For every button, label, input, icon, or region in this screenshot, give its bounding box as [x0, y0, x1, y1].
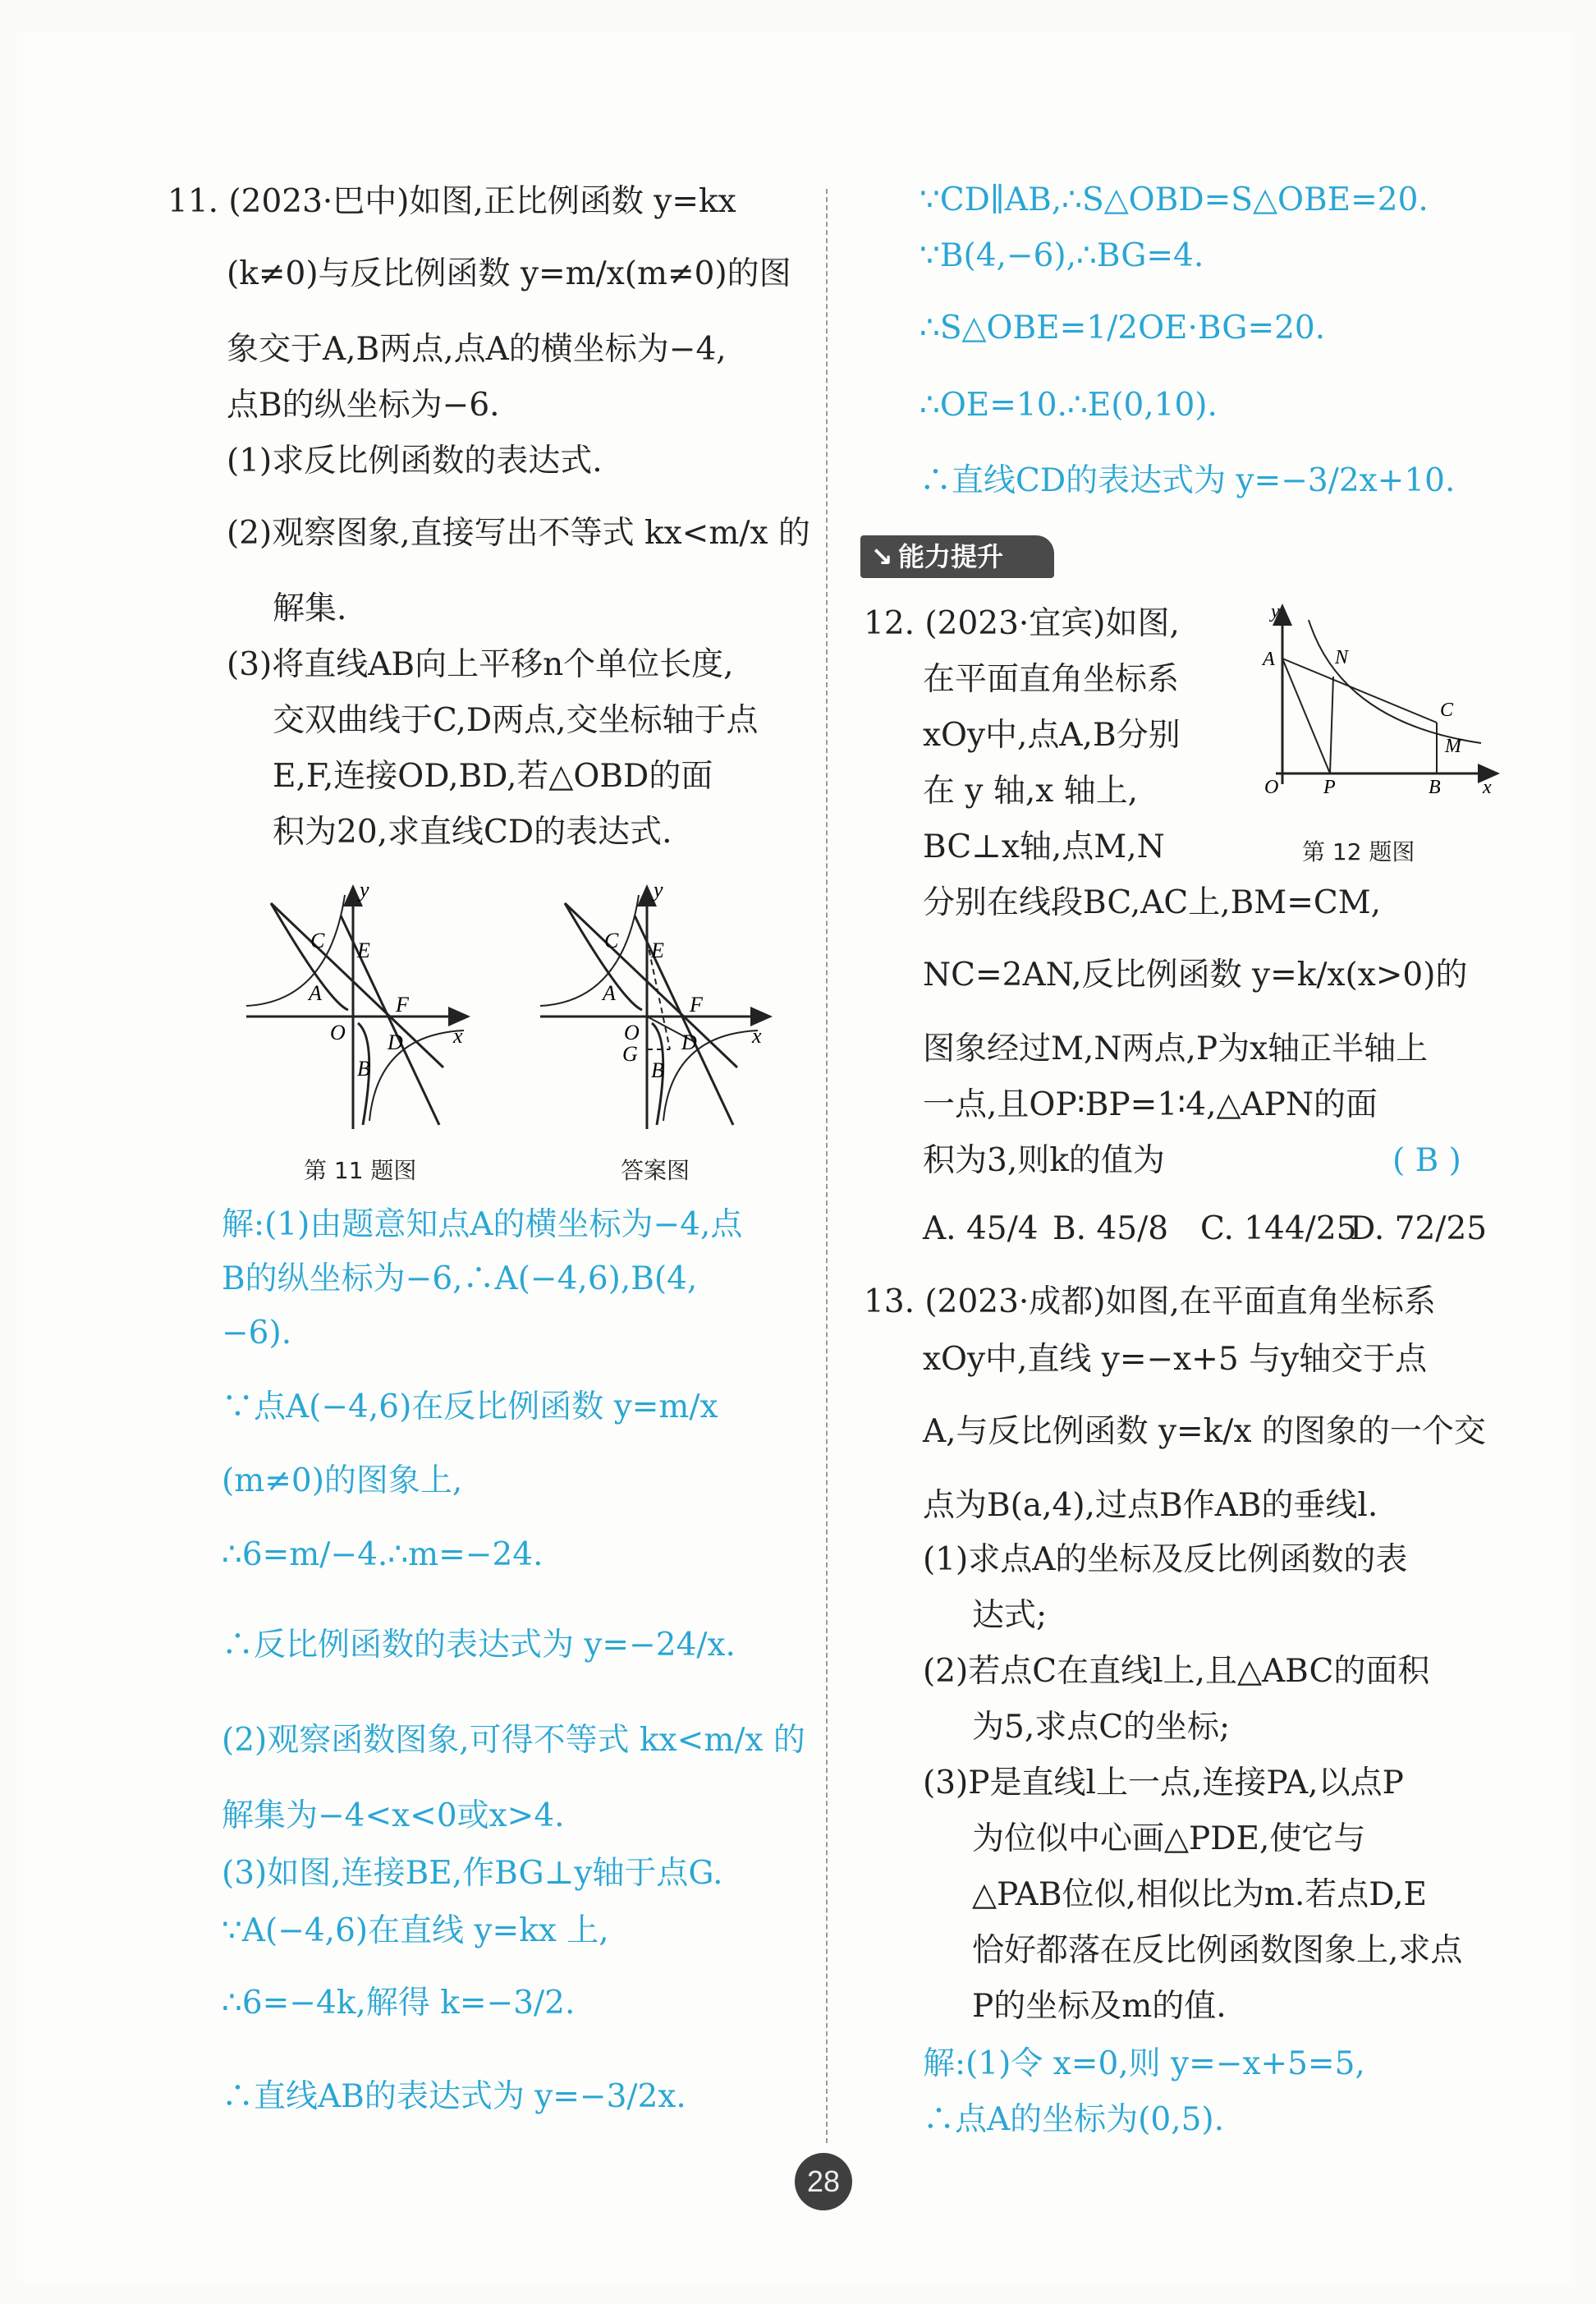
sol11-line-12: ∴6=−4k,解得 k=−3/2. — [222, 1985, 576, 2022]
section-label — [860, 535, 1054, 578]
q13-line-9: (3)P是直线l上一点,连接PA,以点P — [923, 1765, 1404, 1801]
ans-label-e: E — [651, 939, 664, 962]
q12-answer: ( B ) — [1392, 1142, 1461, 1179]
q13-line-8: 为5,求点C的坐标; — [972, 1709, 1231, 1746]
q11-figure-caption: 第 11 题图 — [304, 1157, 417, 1184]
q12-line-9: 一点,且OP∶BP=1∶4,△APN的面 — [923, 1086, 1378, 1123]
q11-line-10: E,F,连接OD,BD,若△OBD的面 — [273, 758, 713, 795]
q12-label-x: x — [1483, 777, 1492, 796]
ans-label-y: y — [654, 879, 663, 902]
q12-label-o: O — [1264, 777, 1279, 796]
q11-label-b: B — [357, 1057, 370, 1081]
q12-label-c: C — [1440, 700, 1454, 721]
q13-line-4: 点为B(a,4),过点B作AB的垂线l. — [923, 1487, 1378, 1524]
q11-label-f: F — [396, 993, 409, 1017]
q12-label-m: M — [1445, 736, 1461, 757]
answer-figure-caption: 答案图 — [621, 1157, 690, 1184]
q11-label-x: x — [453, 1024, 463, 1048]
q12-choice-c: C. 144/25 — [1200, 1210, 1357, 1247]
q12-line-6: 分别在线段BC,AC上,BM=CM, — [923, 884, 1382, 921]
sol11-line-9: 解集为−4<x<0或x>4. — [222, 1797, 565, 1834]
sol11-line-7: ∴反比例函数的表达式为 y=−24/x. — [222, 1627, 736, 1664]
ans-label-a: A — [603, 981, 616, 1005]
q13-solution-1: 解:(1)令 x=0,则 y=−x+5=5, — [923, 2045, 1365, 2082]
q11-label-y: y — [360, 879, 369, 902]
sol11-line-11: ∵A(−4,6)在直线 y=kx 上, — [222, 1912, 609, 1949]
q11-line-6: (2)观察图象,直接写出不等式 kx<m/x 的 — [227, 515, 810, 552]
q11-label-o: O — [330, 1021, 346, 1044]
section-title: 能力提升 — [898, 541, 1004, 572]
sol11-line-8: (2)观察函数图象,可得不等式 kx<m/x 的 — [222, 1722, 805, 1759]
q12-label-n: N — [1335, 647, 1349, 668]
sol11-line-4: ∵点A(−4,6)在反比例函数 y=m/x — [222, 1388, 718, 1425]
ans-label-f: F — [690, 993, 703, 1017]
q13-line-3: A,与反比例函数 y=k/x 的图象的一个交 — [923, 1413, 1486, 1450]
q12-label-b: B — [1429, 777, 1441, 796]
q11-line-9: 交双曲线于C,D两点,交坐标轴于点 — [273, 702, 759, 739]
ans-label-x: x — [752, 1024, 762, 1048]
q11-line-2: (k≠0)与反比例函数 y=m/x(m≠0)的图 — [227, 255, 791, 292]
q12-label-y: y — [1271, 601, 1280, 622]
sol11-cont-1: ∵CD∥AB,∴S△OBD=S△OBE=20. — [920, 181, 1429, 218]
q11-label-e: E — [357, 939, 370, 962]
ans-label-c: C — [604, 929, 619, 952]
q12-line-8: 图象经过M,N两点,P为x轴正半轴上 — [923, 1030, 1429, 1067]
q13-line-6: 达式; — [972, 1597, 1048, 1634]
q13-solution-2: ∴点A的坐标为(0,5). — [923, 2101, 1225, 2138]
ans-label-d: D — [681, 1030, 697, 1054]
sol11-cont-3: ∴S△OBE=1/2OE·BG=20. — [920, 310, 1326, 347]
q11-label-d: D — [388, 1030, 403, 1054]
q11-label-c: C — [310, 929, 325, 952]
q13-line-7: (2)若点C在直线l上,且△ABC的面积 — [923, 1653, 1430, 1690]
sol11-line-6: ∴6=m/−4.∴m=−24. — [222, 1536, 543, 1573]
q11-line-4: 点B的纵坐标为−6. — [227, 387, 500, 424]
q13-line-10: 为位似中心画△PDE,使它与 — [972, 1820, 1366, 1857]
q12-label-p: P — [1323, 777, 1336, 796]
q12-figure — [1251, 599, 1506, 796]
sol11-line-13: ∴直线AB的表达式为 y=−3/2x. — [222, 2078, 686, 2115]
q12-line-1: 12. (2023·宜宾)如图, — [864, 605, 1180, 642]
q12-label-a: A — [1263, 649, 1275, 670]
q12-choice-d: D. 72/25 — [1350, 1210, 1488, 1247]
q12-line-3: xOy中,点A,B分别 — [923, 717, 1181, 754]
ans-label-o: O — [624, 1021, 640, 1044]
sol11-cont-4: ∴OE=10.∴E(0,10). — [920, 387, 1218, 424]
q12-choice-b: B. 45/8 — [1053, 1210, 1169, 1247]
q13-line-1: 13. (2023·成都)如图,在平面直角坐标系 — [864, 1283, 1436, 1320]
page-number: 28 — [795, 2153, 852, 2210]
q13-line-5: (1)求点A的坐标及反比例函数的表 — [923, 1541, 1408, 1578]
q11-line-7: 解集. — [273, 590, 347, 627]
sol11-line-2: B的纵坐标为−6,∴A(−4,6),B(4, — [222, 1260, 698, 1297]
q11-line-1: 11. (2023·巴中)如图,正比例函数 y=kx — [167, 183, 736, 220]
sol11-line-5: (m≠0)的图象上, — [222, 1462, 463, 1499]
q13-line-2: xOy中,直线 y=−x+5 与y轴交于点 — [923, 1341, 1428, 1378]
q13-line-11: △PAB位似,相似比为m.若点D,E — [972, 1876, 1427, 1913]
arrow-icon: ↘ — [870, 541, 893, 572]
q12-line-4: 在 y 轴,x 轴上, — [923, 773, 1139, 810]
q12-figure-caption: 第 12 题图 — [1302, 838, 1415, 865]
q11-figure — [238, 879, 484, 1141]
sol11-line-3: −6). — [222, 1315, 292, 1352]
q11-line-8: (3)将直线AB向上平移n个单位长度, — [227, 646, 734, 683]
column-divider — [826, 189, 828, 2143]
q12-line-5: BC⊥x轴,点M,N — [923, 828, 1165, 865]
answer-figure — [532, 879, 778, 1141]
sol11-cont-5: ∴直线CD的表达式为 y=−3/2x+10. — [920, 462, 1456, 499]
sol11-line-1: 解:(1)由题意知点A的横坐标为−4,点 — [222, 1206, 743, 1243]
q13-line-12: 恰好都落在反比例函数图象上,求点 — [972, 1932, 1463, 1969]
sol11-line-10: (3)如图,连接BE,作BG⊥y轴于点G. — [222, 1855, 723, 1892]
q13-line-13: P的坐标及m的值. — [972, 1988, 1227, 2025]
ans-label-b: B — [651, 1058, 664, 1082]
q12-line-2: 在平面直角坐标系 — [923, 661, 1180, 698]
q12-line-10: 积为3,则k的值为 — [923, 1142, 1165, 1179]
sol11-cont-2: ∵B(4,−6),∴BG=4. — [920, 237, 1204, 274]
q11-line-5: (1)求反比例函数的表达式. — [227, 443, 603, 480]
q12-choice-a: A. 45/4 — [923, 1210, 1039, 1247]
q11-line-3: 象交于A,B两点,点A的横坐标为−4, — [227, 331, 727, 368]
q11-line-11: 积为20,求直线CD的表达式. — [273, 814, 672, 851]
q12-line-7: NC=2AN,反比例函数 y=k/x(x>0)的 — [923, 957, 1468, 994]
ans-label-g: G — [622, 1042, 638, 1066]
q11-label-a: A — [309, 981, 322, 1005]
